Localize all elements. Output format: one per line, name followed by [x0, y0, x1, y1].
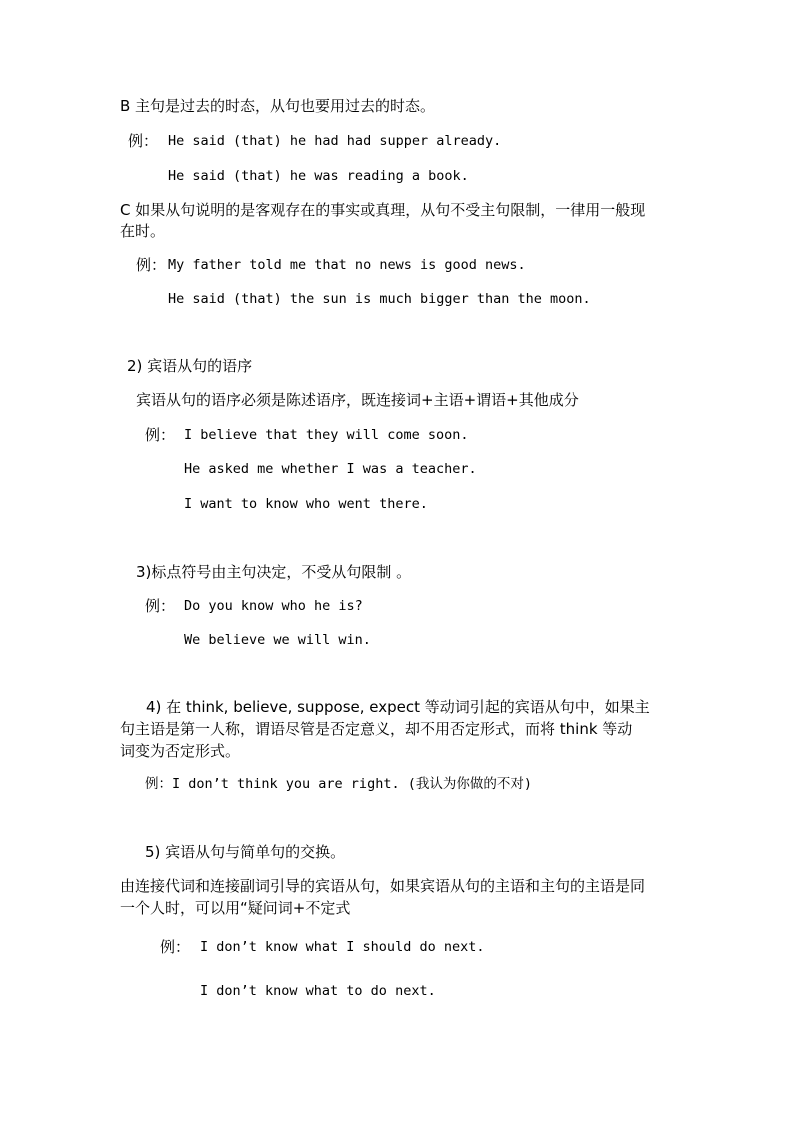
section-b-example-1: He said (that) he had had supper already.	[168, 133, 502, 149]
section-4-line-3: 词变为否定形式。	[120, 742, 241, 760]
section-b-example-2: He said (that) he was reading a book.	[168, 168, 469, 184]
section-5-example-label: 例：	[160, 938, 191, 956]
section-5-description-line-2: 一个人时，可以用“疑问词+不定式	[120, 899, 351, 917]
section-c-heading-line-1: C 如果从句说明的是客观存在的事实或真理，从句不受主句限制，一律用一般现	[120, 201, 646, 219]
section-2-heading: 2) 宾语从句的语序	[127, 357, 253, 375]
section-c-example-2: He said (that) the sun is much bigger than the moon.	[168, 291, 591, 307]
section-2-example-2: He asked me whether I was a teacher.	[184, 461, 477, 477]
section-3-heading: 3)标点符号由主句决定，不受从句限制 。	[136, 563, 412, 581]
section-5-example-2: I don’t know what to do next.	[200, 983, 436, 999]
section-b-heading: B 主句是过去的时态，从句也要用过去的时态。	[120, 97, 436, 115]
section-c-example-label: 例：	[136, 256, 167, 274]
section-5-description-line-1: 由连接代词和连接副词引导的宾语从句，如果宾语从句的主语和主句的主语是同	[120, 877, 646, 895]
section-4-line-2: 句主语是第一人称，谓语尽管是否定意义，却不用否定形式，而将 think 等动	[120, 720, 633, 738]
section-2-example-label: 例：	[145, 426, 176, 444]
section-5-heading: 5) 宾语从句与简单句的交换。	[145, 843, 346, 861]
section-5-example-1: I don’t know what I should do next.	[200, 939, 485, 955]
section-3-example-label: 例：	[145, 597, 176, 615]
section-2-example-3: I want to know who went there.	[184, 496, 428, 512]
section-3-example-1: Do you know who he is?	[184, 598, 363, 614]
section-3-example-2: We believe we will win.	[184, 632, 371, 648]
section-c-heading-line-2: 在时。	[120, 222, 166, 240]
section-c-example-1: My father told me that no news is good news.	[168, 257, 526, 273]
section-4-example: 例：I don’t think you are right. (我认为你做的不对)	[145, 776, 532, 792]
section-2-description: 宾语从句的语序必须是陈述语序，既连接词+主语+谓语+其他成分	[136, 391, 579, 409]
section-2-example-1: I believe that they will come soon.	[184, 427, 469, 443]
section-b-example-label: 例：	[128, 132, 159, 150]
section-4-line-1: 4) 在 think, believe, suppose, expect 等动词引起的宾语从句中，如果主	[146, 698, 650, 716]
